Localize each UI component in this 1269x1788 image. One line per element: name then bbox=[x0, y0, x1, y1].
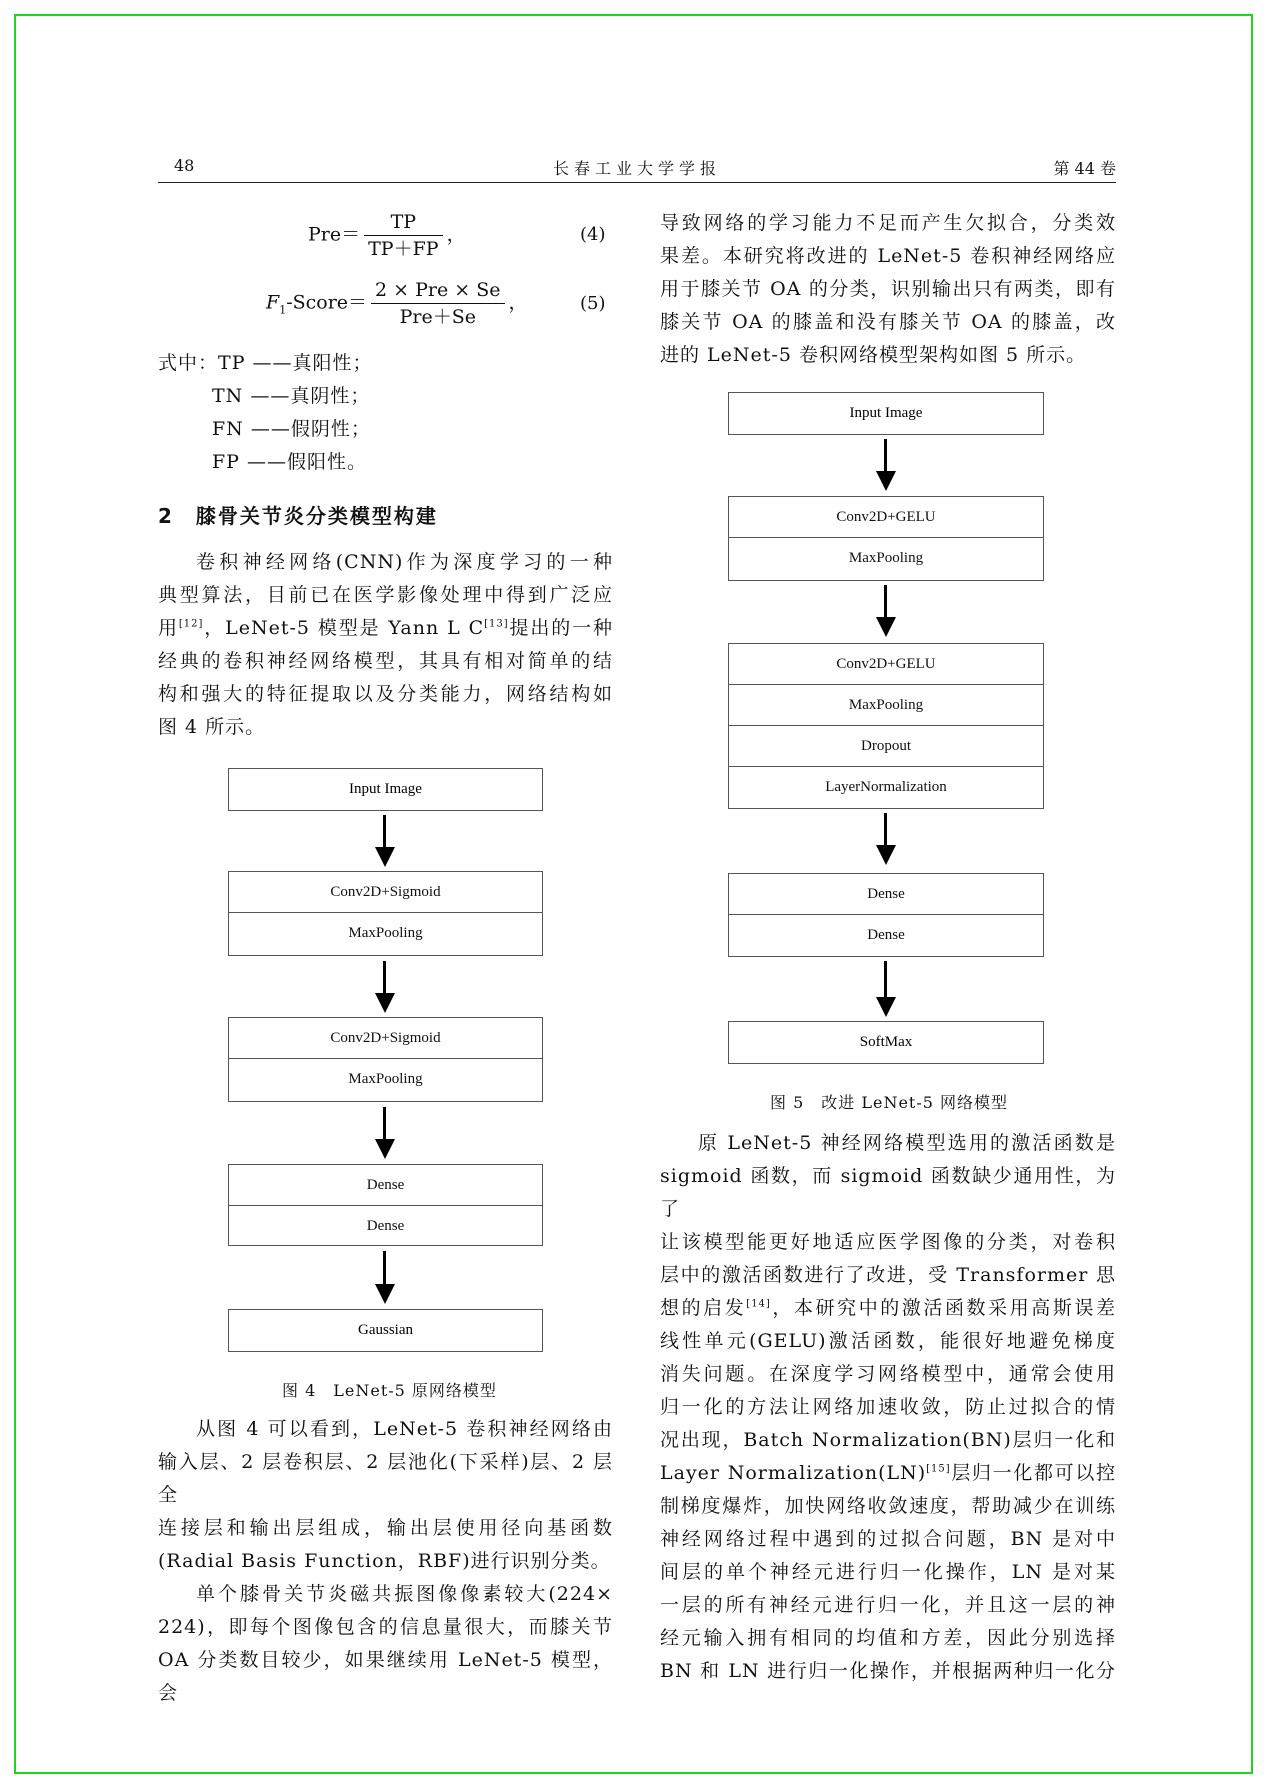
text-line: 原 LeNet-5 神经网络模型选用的激活函数是 bbox=[698, 1132, 1116, 1154]
equation-4-number: (4) bbox=[580, 224, 606, 245]
eq5-lhs: -Score＝ bbox=[286, 291, 368, 314]
running-header bbox=[158, 152, 1116, 183]
definition-item: FN ——假阴性； bbox=[212, 418, 371, 440]
text-line: 层中的激活函数进行了改进，受 Transformer 思 bbox=[660, 1264, 1116, 1286]
text-line: 输入层、2 层卷积层、2 层池化(下采样)层、2 层全 bbox=[158, 1451, 613, 1506]
fig5-layer: Dense bbox=[729, 874, 1043, 915]
fig5-arrow bbox=[876, 813, 896, 865]
fig5-output-box: SoftMax bbox=[728, 1021, 1044, 1064]
text-line: 想的启发[14]，本研究中的激活函数采用高斯误差 bbox=[660, 1297, 1116, 1319]
text-line: 让该模型能更好地适应医学图像的分类，对卷积 bbox=[660, 1231, 1116, 1253]
text-line: 卷积神经网络(CNN)作为深度学习的一种 bbox=[196, 551, 613, 573]
fig5-block-1 bbox=[728, 496, 1044, 581]
section-title: 膝骨关节炎分类模型构建 bbox=[195, 504, 438, 528]
fig5-arrow bbox=[876, 439, 896, 491]
fig5-layer: LayerNormalization bbox=[825, 779, 947, 795]
fig4-caption: 图 4 LeNet-5 原网络模型 bbox=[282, 1381, 497, 1400]
text-line: 膝关节 OA 的膝盖和没有膝关节 OA 的膝盖，改 bbox=[660, 311, 1116, 333]
left-paragraph-1 bbox=[158, 546, 613, 744]
text-line: 构和强大的特征提取以及分类能力，网络结构如 bbox=[158, 683, 613, 705]
fig4-block-1 bbox=[228, 871, 543, 956]
equation-5: $F_1-Score=$ $\frac{\text{2 × Pre × Se}}{\text{Pre＋Se}}$ ， bbox=[266, 279, 528, 328]
fig4-layer: MaxPooling bbox=[348, 925, 423, 941]
eq4-fraction bbox=[364, 210, 442, 261]
text-line: 图 4 所示。 bbox=[158, 716, 266, 738]
fig5-layer: MaxPooling bbox=[848, 550, 924, 566]
text-line: 导致网络的学习能力不足而产生欠拟合，分类效 bbox=[660, 212, 1116, 234]
eq5-subscript: 1 bbox=[279, 303, 287, 317]
text-line: 经元输入拥有相同的均值和方差，因此分别选择 bbox=[660, 1627, 1116, 1649]
right-paragraph-1 bbox=[660, 207, 1116, 372]
text-line: 制梯度爆炸，加快网络收敛速度，帮助减少在训练 bbox=[660, 1495, 1116, 1517]
fig5-arrow bbox=[876, 585, 896, 637]
eq4-tail: ， bbox=[446, 223, 466, 246]
fig5-block-2 bbox=[728, 643, 1044, 809]
text-line: (Radial Basis Function，RBF)进行识别分类。 bbox=[158, 1550, 611, 1572]
definitions-lead: 式中： bbox=[158, 352, 219, 374]
section-heading bbox=[158, 500, 438, 529]
fig4-input-box: Input Image bbox=[228, 768, 543, 811]
fig4-block-dense bbox=[228, 1164, 543, 1246]
fig4-layer: Dense bbox=[229, 1165, 542, 1206]
fig4-arrow bbox=[375, 815, 395, 867]
text-line: 间层的单个神经元进行归一化操作，LN 是对某 bbox=[660, 1561, 1116, 1583]
fig4-block-2 bbox=[228, 1017, 543, 1102]
fig4-layer: Conv2D+Sigmoid bbox=[229, 1018, 542, 1059]
fig5-layer: Conv2D+GELU bbox=[729, 497, 1043, 538]
fig5-layer: Conv2D+GELU bbox=[729, 644, 1043, 685]
eq5-fraction bbox=[371, 278, 504, 329]
fig5-input-box: Input Image bbox=[728, 392, 1044, 435]
text-line: 消失问题。在深度学习网络模型中，通常会使用 bbox=[660, 1363, 1116, 1385]
eq5-denominator: Pre＋Se bbox=[399, 306, 476, 328]
eq4-denominator: TP＋FP bbox=[368, 238, 439, 260]
citation-ref: [14] bbox=[746, 1298, 771, 1310]
text-line: 224)，即每个图像包含的信息量很大，而膝关节 bbox=[158, 1616, 613, 1638]
text-line: 从图 4 可以看到，LeNet-5 卷积神经网络由 bbox=[196, 1418, 613, 1440]
section-number: 2 bbox=[158, 504, 174, 528]
text-line: 神经网络过程中遇到的过拟合问题，BN 是对中 bbox=[660, 1528, 1116, 1550]
fig4-output-box: Gaussian bbox=[228, 1309, 543, 1352]
text-line: sigmoid 函数，而 sigmoid 函数缺少通用性，为了 bbox=[660, 1165, 1116, 1220]
eq4-lhs: Pre＝ bbox=[308, 223, 361, 246]
fig5-arrow bbox=[876, 961, 896, 1017]
citation-ref: [15] bbox=[926, 1463, 951, 1475]
fig4-arrow bbox=[375, 961, 395, 1013]
fig4-arrow bbox=[375, 1107, 395, 1159]
text-line: OA 分类数目较少，如果继续用 LeNet-5 模型，会 bbox=[158, 1649, 613, 1704]
fig4-layer: MaxPooling bbox=[348, 1071, 423, 1087]
text-line: 果差。本研究将改进的 LeNet-5 卷积神经网络应 bbox=[660, 245, 1116, 267]
equation-4 bbox=[308, 210, 466, 261]
definition-item: FP ——假阳性。 bbox=[212, 451, 368, 473]
text-line: 况出现，Batch Normalization(BN)层归一化和 bbox=[660, 1429, 1116, 1451]
text-line: 典型算法，目前已在医学影像处理中得到广泛应 bbox=[158, 584, 613, 606]
eq5-tail: ， bbox=[508, 291, 528, 314]
fig4-layer: Conv2D+Sigmoid bbox=[229, 872, 542, 913]
citation-ref: [13] bbox=[484, 618, 509, 630]
text-line: Layer Normalization(LN)[15]层归一化都可以控 bbox=[660, 1462, 1116, 1484]
eq5-numerator: 2 × Pre × Se bbox=[371, 278, 504, 304]
text-line: 归一化的方法让网络加速收敛，防止过拟合的情 bbox=[660, 1396, 1116, 1418]
text-line: 用[12]，LeNet-5 模型是 Yann L C[13]提出的一种 bbox=[158, 617, 613, 639]
fig5-layer: Dense bbox=[867, 927, 905, 943]
definition-item: TN ——真阴性； bbox=[212, 385, 371, 407]
fig5-block-dense bbox=[728, 873, 1044, 957]
definition-item: TP ——真阳性； bbox=[218, 352, 373, 374]
text-line: 单个膝骨关节炎磁共振图像像素较大(224× bbox=[196, 1583, 613, 1605]
fig5-layer: MaxPooling bbox=[729, 685, 1043, 726]
citation-ref: [12] bbox=[178, 618, 204, 630]
text-line: BN 和 LN 进行归一化操作，并根据两种归一化分 bbox=[660, 1660, 1116, 1682]
text-line: 线性单元(GELU)激活函数，能很好地避免梯度 bbox=[660, 1330, 1116, 1352]
text-line: 进的 LeNet-5 卷积网络模型架构如图 5 所示。 bbox=[660, 344, 1087, 366]
text-line: 经典的卷积神经网络模型，其具有相对简单的结 bbox=[158, 650, 613, 672]
fig4-layer: Dense bbox=[366, 1218, 405, 1234]
equation-5-number: (5) bbox=[580, 293, 606, 314]
journal-title: 长春工业大学学报 bbox=[552, 159, 721, 178]
fig4-arrow bbox=[375, 1251, 395, 1304]
eq4-numerator: TP bbox=[364, 210, 442, 236]
fig5-caption: 图 5 改进 LeNet-5 网络模型 bbox=[770, 1093, 1009, 1112]
volume-label: 第 44 卷 bbox=[1053, 159, 1116, 178]
right-paragraph-2 bbox=[660, 1127, 1116, 1688]
text-line: 连接层和输出层组成，输出层使用径向基函数 bbox=[158, 1517, 613, 1539]
definitions-list bbox=[158, 347, 373, 479]
page-number: 48 bbox=[174, 156, 195, 175]
left-paragraph-2 bbox=[158, 1413, 613, 1710]
text-line: 一层的所有神经元进行归一化，并且这一层的神 bbox=[660, 1594, 1116, 1616]
text-line: 用于膝关节 OA 的分类，识别输出只有两类，即有 bbox=[660, 278, 1116, 300]
fig5-layer: Dropout bbox=[729, 726, 1043, 767]
